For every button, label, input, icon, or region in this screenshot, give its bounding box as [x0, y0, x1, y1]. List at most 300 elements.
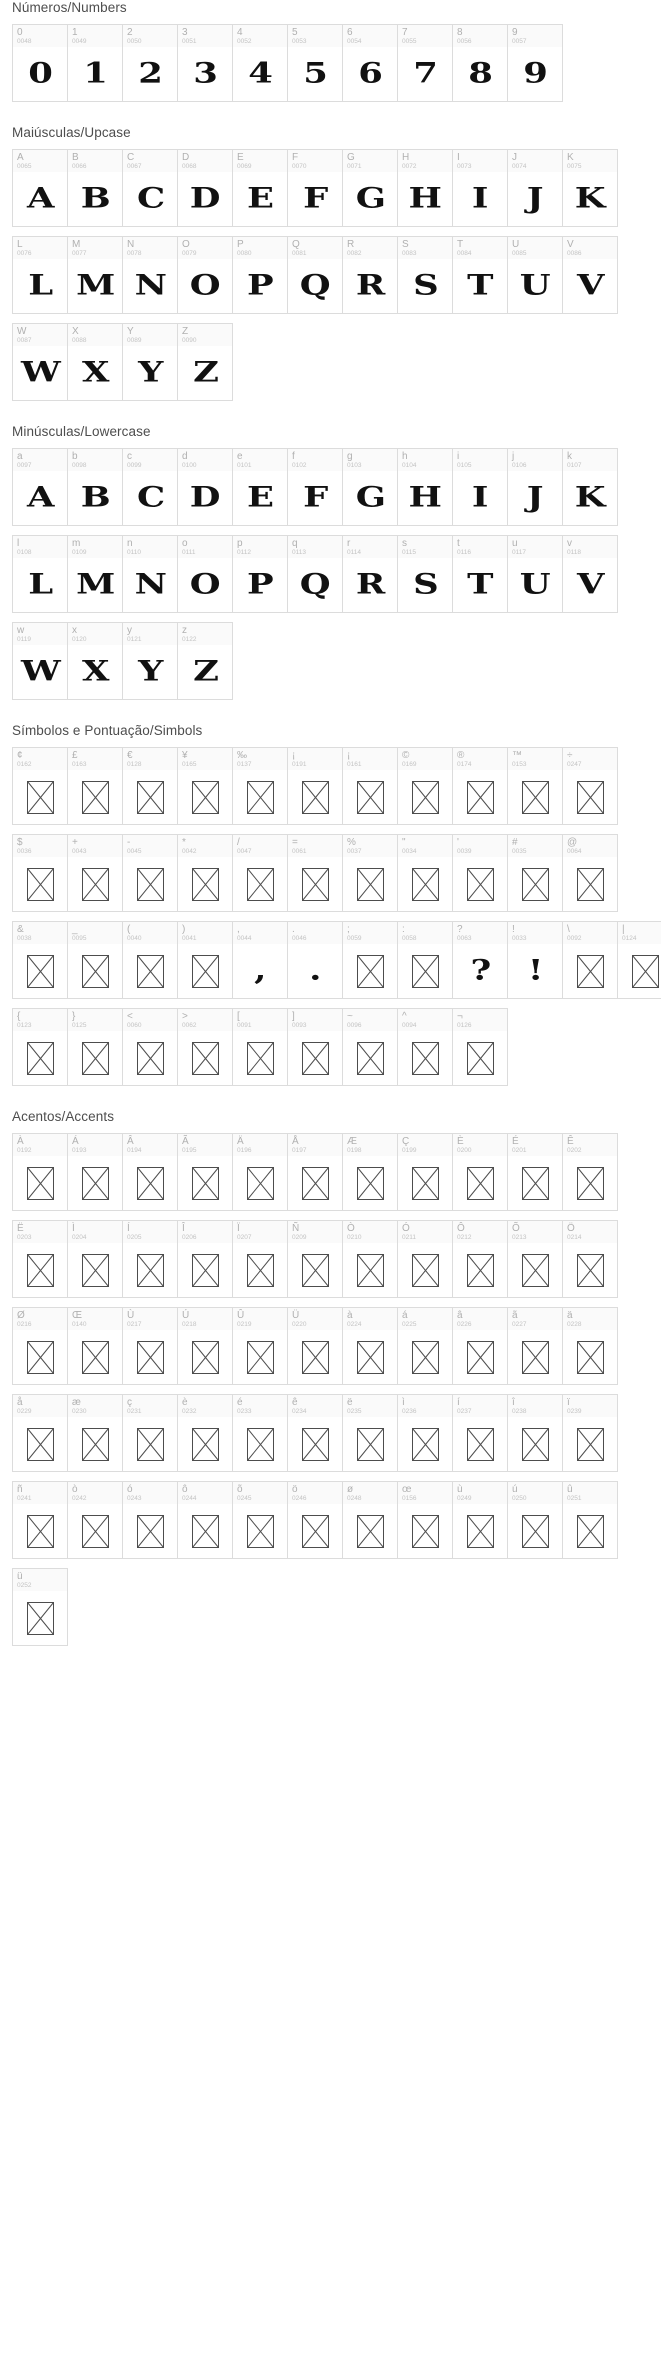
glyph-cell[interactable] — [177, 747, 233, 825]
missing-glyph-box — [467, 1515, 494, 1548]
glyph-cell[interactable] — [67, 921, 123, 999]
glyph-cell[interactable] — [342, 921, 398, 999]
glyph-preview — [233, 558, 287, 612]
glyph-render: F — [303, 182, 327, 215]
glyph-code-label: 0083 — [402, 250, 417, 257]
glyph-cell[interactable] — [12, 1307, 68, 1385]
missing-glyph-box — [192, 781, 219, 814]
glyph-meta — [398, 25, 452, 47]
glyph-cell[interactable] — [452, 747, 508, 825]
notdef-icon — [357, 1341, 384, 1374]
glyph-cell[interactable] — [287, 1481, 343, 1559]
glyph-char-label: $ — [17, 837, 23, 848]
glyph-code-label: 0096 — [347, 1022, 362, 1029]
glyph-cell[interactable] — [507, 747, 563, 825]
glyph-cell[interactable] — [122, 834, 178, 912]
glyph-preview — [453, 47, 507, 101]
glyph-cell[interactable] — [122, 448, 178, 526]
glyph-cell[interactable] — [177, 1307, 233, 1385]
missing-glyph-box — [192, 868, 219, 901]
glyph-cell[interactable] — [397, 535, 453, 613]
glyph-cell[interactable] — [342, 149, 398, 227]
notdef-icon — [522, 1254, 549, 1287]
notdef-icon — [357, 1167, 384, 1200]
glyph-cell[interactable] — [177, 834, 233, 912]
glyph-char-label: Å — [292, 1136, 299, 1147]
glyph-meta — [68, 324, 122, 346]
glyph-section — [0, 125, 661, 410]
glyph-char-label: Ñ — [292, 1223, 300, 1234]
glyph-cell[interactable] — [397, 747, 453, 825]
glyph-code-label: 0194 — [127, 1147, 142, 1154]
glyph-char-label: # — [512, 837, 518, 848]
glyph-cell[interactable] — [177, 622, 233, 700]
glyph-cell[interactable] — [287, 149, 343, 227]
glyph-code-label: 0106 — [512, 462, 527, 469]
glyph-cell[interactable] — [67, 1307, 123, 1385]
glyph-cell[interactable] — [562, 149, 618, 227]
glyph-char-label: S — [402, 239, 409, 250]
glyph-cell[interactable] — [507, 921, 563, 999]
notdef-icon — [192, 868, 219, 901]
glyph-cell[interactable] — [397, 1307, 453, 1385]
glyph-cell[interactable] — [287, 1220, 343, 1298]
glyph-cell[interactable] — [342, 747, 398, 825]
glyph-cell[interactable] — [232, 747, 288, 825]
glyph-cell[interactable] — [12, 448, 68, 526]
glyph-code-label: 0201 — [512, 1147, 527, 1154]
glyph-cell[interactable] — [67, 1394, 123, 1472]
glyph-code-label: 0228 — [567, 1321, 582, 1328]
glyph-cell[interactable] — [507, 236, 563, 314]
glyph-render: V — [576, 568, 604, 601]
glyph-cell[interactable] — [617, 921, 661, 999]
glyph-cell[interactable] — [67, 236, 123, 314]
glyph-code-label: 0137 — [237, 761, 252, 768]
glyph-cell[interactable] — [12, 1008, 68, 1086]
glyph-cell[interactable] — [452, 1008, 508, 1086]
glyph-render: X — [81, 655, 109, 688]
glyph-cell[interactable] — [232, 921, 288, 999]
glyph-cell[interactable] — [232, 149, 288, 227]
glyph-cell[interactable] — [342, 236, 398, 314]
glyph-cell[interactable] — [232, 1394, 288, 1472]
glyph-preview — [508, 471, 562, 525]
glyph-cell[interactable] — [452, 1307, 508, 1385]
glyph-char-label: Æ — [347, 1136, 357, 1147]
glyph-cell[interactable] — [12, 236, 68, 314]
missing-glyph-box — [247, 1042, 274, 1075]
glyph-code-label: 0224 — [347, 1321, 362, 1328]
glyph-cell[interactable] — [177, 1008, 233, 1086]
glyph-char-label: T — [457, 239, 464, 250]
glyph-char-label: M — [72, 239, 81, 250]
glyph-cell[interactable] — [12, 747, 68, 825]
glyph-code-label: 0099 — [127, 462, 142, 469]
glyph-meta — [453, 1009, 507, 1031]
glyph-cell[interactable] — [507, 1394, 563, 1472]
notdef-icon — [357, 955, 384, 988]
glyph-cell[interactable] — [452, 921, 508, 999]
notdef-icon — [467, 781, 494, 814]
glyph-cell[interactable] — [507, 834, 563, 912]
glyph-cell[interactable] — [122, 1394, 178, 1472]
glyph-meta — [288, 536, 342, 558]
notdef-icon — [137, 1254, 164, 1287]
glyph-cell[interactable] — [287, 1394, 343, 1472]
glyph-cell[interactable] — [562, 535, 618, 613]
glyph-cell[interactable] — [397, 834, 453, 912]
glyph-char-label: É — [512, 1136, 519, 1147]
glyph-meta — [13, 449, 67, 471]
notdef-icon — [522, 781, 549, 814]
glyph-cell[interactable] — [12, 1481, 68, 1559]
glyph-cell[interactable] — [67, 535, 123, 613]
glyph-cell[interactable] — [397, 1133, 453, 1211]
glyph-meta — [288, 922, 342, 944]
glyph-cell[interactable] — [67, 834, 123, 912]
glyph-cell[interactable] — [67, 1220, 123, 1298]
glyph-char-label: s — [402, 538, 407, 549]
glyph-char-label: Í — [127, 1223, 130, 1234]
glyph-cell[interactable] — [397, 149, 453, 227]
glyph-preview — [123, 1031, 177, 1085]
glyph-cell[interactable] — [232, 1008, 288, 1086]
glyph-cell[interactable] — [177, 1394, 233, 1472]
glyph-cell[interactable] — [452, 236, 508, 314]
glyph-cell[interactable] — [397, 24, 453, 102]
glyph-cell[interactable] — [507, 1481, 563, 1559]
glyph-cell[interactable] — [67, 622, 123, 700]
glyph-cell[interactable] — [342, 1307, 398, 1385]
glyph-row — [12, 236, 617, 314]
glyph-cell[interactable] — [177, 1481, 233, 1559]
glyph-cell[interactable] — [122, 24, 178, 102]
glyph-cell[interactable] — [177, 236, 233, 314]
glyph-code-label: 0243 — [127, 1495, 142, 1502]
glyph-cell[interactable] — [67, 1133, 123, 1211]
glyph-preview — [618, 944, 661, 998]
glyph-cell[interactable] — [177, 149, 233, 227]
glyph-cell[interactable] — [232, 1307, 288, 1385]
glyph-cell[interactable] — [397, 1008, 453, 1086]
glyph-cell[interactable] — [507, 535, 563, 613]
glyph-cell[interactable] — [122, 1307, 178, 1385]
glyph-cell[interactable] — [122, 535, 178, 613]
glyph-cell[interactable] — [12, 1568, 68, 1646]
glyph-cell[interactable] — [122, 149, 178, 227]
glyph-code-label: 0123 — [17, 1022, 32, 1029]
glyph-char-label: Â — [127, 1136, 134, 1147]
glyph-render: 6 — [358, 57, 382, 90]
glyph-cell[interactable] — [232, 1481, 288, 1559]
glyph-preview — [178, 471, 232, 525]
glyph-char-label: œ — [402, 1484, 412, 1495]
glyph-meta — [68, 150, 122, 172]
glyph-cell[interactable] — [507, 448, 563, 526]
glyph-char-label: Ç — [402, 1136, 410, 1147]
glyph-cell[interactable] — [67, 448, 123, 526]
glyph-code-label: 0047 — [237, 848, 252, 855]
glyph-cell[interactable] — [287, 747, 343, 825]
glyph-code-label: 0088 — [72, 337, 87, 344]
glyph-cell[interactable] — [67, 24, 123, 102]
glyph-cell[interactable] — [342, 1394, 398, 1472]
glyph-code-label: 0236 — [402, 1408, 417, 1415]
glyph-cell[interactable] — [562, 448, 618, 526]
glyph-preview — [453, 1243, 507, 1297]
glyph-cell[interactable] — [67, 149, 123, 227]
glyph-cell[interactable] — [67, 323, 123, 401]
glyph-cell[interactable] — [287, 1133, 343, 1211]
glyph-cell[interactable] — [12, 1220, 68, 1298]
glyph-cell[interactable] — [452, 149, 508, 227]
glyph-cell[interactable] — [232, 1133, 288, 1211]
glyph-code-label: 0043 — [72, 848, 87, 855]
glyph-cell[interactable] — [232, 448, 288, 526]
glyph-render: 3 — [193, 57, 217, 90]
glyph-cell[interactable] — [562, 1307, 618, 1385]
glyph-cell[interactable] — [397, 448, 453, 526]
glyph-meta — [13, 1482, 67, 1504]
glyph-char-label: t — [457, 538, 460, 549]
glyph-render: Y — [137, 356, 163, 389]
glyph-char-label: ¬ — [457, 1011, 463, 1022]
glyph-meta — [233, 748, 287, 770]
glyph-code-label: 0121 — [127, 636, 142, 643]
glyph-cell[interactable] — [177, 448, 233, 526]
glyph-code-label: 0038 — [17, 935, 32, 942]
glyph-cell[interactable] — [177, 1220, 233, 1298]
glyph-cell[interactable] — [452, 1220, 508, 1298]
glyph-cell[interactable] — [12, 622, 68, 700]
glyph-cell[interactable] — [507, 24, 563, 102]
glyph-preview — [453, 1417, 507, 1471]
glyph-code-label: 0108 — [17, 549, 32, 556]
glyph-cell[interactable] — [232, 834, 288, 912]
glyph-meta — [123, 1395, 177, 1417]
glyph-cell[interactable] — [12, 1394, 68, 1472]
glyph-cell[interactable] — [232, 1220, 288, 1298]
glyph-cell[interactable] — [122, 323, 178, 401]
glyph-char-label: Y — [127, 326, 134, 337]
missing-glyph-box — [82, 1341, 109, 1374]
glyph-render: K — [575, 182, 605, 215]
glyph-meta — [453, 1221, 507, 1243]
glyph-cell[interactable] — [287, 1307, 343, 1385]
glyph-code-label: 0214 — [567, 1234, 582, 1241]
glyph-code-label: 0075 — [567, 163, 582, 170]
glyph-char-label: ¡ — [347, 750, 351, 761]
glyph-preview — [123, 172, 177, 226]
glyph-preview — [288, 944, 342, 998]
glyph-cell[interactable] — [342, 1481, 398, 1559]
glyph-preview — [288, 1243, 342, 1297]
glyph-cell[interactable] — [122, 1220, 178, 1298]
glyph-meta — [288, 25, 342, 47]
glyph-render: L — [28, 269, 52, 302]
glyph-cell[interactable] — [562, 1220, 618, 1298]
notdef-icon — [247, 1428, 274, 1461]
glyph-char-label: j — [512, 451, 515, 462]
glyph-cell[interactable] — [287, 236, 343, 314]
glyph-cell[interactable] — [122, 1481, 178, 1559]
glyph-cell[interactable] — [397, 921, 453, 999]
glyph-cell[interactable] — [287, 921, 343, 999]
glyph-cell[interactable] — [452, 448, 508, 526]
glyph-cell[interactable] — [67, 1008, 123, 1086]
glyph-cell[interactable] — [452, 1133, 508, 1211]
notdef-icon — [522, 1515, 549, 1548]
missing-glyph-box — [137, 868, 164, 901]
glyph-char-label: ë — [347, 1397, 353, 1408]
missing-glyph-box — [467, 1254, 494, 1287]
glyph-cell[interactable] — [342, 535, 398, 613]
glyph-cell[interactable] — [12, 24, 68, 102]
glyph-render: O — [190, 269, 220, 302]
glyph-preview — [563, 558, 617, 612]
glyph-cell[interactable] — [562, 236, 618, 314]
missing-glyph-box — [357, 868, 384, 901]
glyph-cell[interactable] — [122, 921, 178, 999]
glyph-meta — [68, 25, 122, 47]
missing-glyph-box — [247, 1254, 274, 1287]
glyph-cell[interactable] — [452, 24, 508, 102]
glyph-cell[interactable] — [562, 1481, 618, 1559]
glyph-char-label: X — [72, 326, 79, 337]
notdef-icon — [137, 1341, 164, 1374]
glyph-cell[interactable] — [177, 323, 233, 401]
glyph-cell[interactable] — [452, 834, 508, 912]
glyph-cell[interactable] — [12, 535, 68, 613]
glyph-cell[interactable] — [452, 535, 508, 613]
glyph-cell[interactable] — [232, 24, 288, 102]
glyph-meta — [233, 536, 287, 558]
glyph-cell[interactable] — [507, 1307, 563, 1385]
glyph-render: Q — [300, 269, 330, 302]
glyph-cell[interactable] — [507, 1220, 563, 1298]
glyph-grid — [12, 1133, 639, 1655]
missing-glyph-box — [522, 1167, 549, 1200]
glyph-cell[interactable] — [452, 1481, 508, 1559]
glyph-cell[interactable] — [342, 448, 398, 526]
glyph-cell[interactable] — [342, 1008, 398, 1086]
glyph-cell[interactable] — [452, 1394, 508, 1472]
glyph-cell[interactable] — [12, 921, 68, 999]
notdef-icon — [357, 781, 384, 814]
glyph-preview — [123, 1417, 177, 1471]
glyph-cell[interactable] — [122, 236, 178, 314]
glyph-cell[interactable] — [67, 1481, 123, 1559]
glyph-cell[interactable] — [67, 747, 123, 825]
glyph-render: M — [75, 269, 115, 302]
glyph-cell[interactable] — [287, 24, 343, 102]
glyph-cell[interactable] — [342, 834, 398, 912]
glyph-meta — [123, 150, 177, 172]
glyph-preview — [178, 944, 232, 998]
notdef-icon — [467, 1515, 494, 1548]
glyph-cell[interactable] — [342, 24, 398, 102]
glyph-code-label: 0239 — [567, 1408, 582, 1415]
glyph-code-label: 0041 — [182, 935, 197, 942]
glyph-cell[interactable] — [12, 149, 68, 227]
missing-glyph-box — [467, 1428, 494, 1461]
glyph-cell[interactable] — [287, 834, 343, 912]
glyph-meta — [288, 237, 342, 259]
glyph-cell[interactable] — [177, 24, 233, 102]
missing-glyph-box — [357, 1254, 384, 1287]
glyph-cell[interactable] — [397, 1220, 453, 1298]
glyph-cell[interactable] — [177, 921, 233, 999]
glyph-cell[interactable] — [177, 535, 233, 613]
glyph-char-label: Ì — [72, 1223, 75, 1234]
glyph-cell[interactable] — [287, 535, 343, 613]
notdef-icon — [192, 1042, 219, 1075]
glyph-cell[interactable] — [507, 1133, 563, 1211]
glyph-cell[interactable] — [12, 1133, 68, 1211]
glyph-cell[interactable] — [122, 1133, 178, 1211]
glyph-meta — [508, 25, 562, 47]
glyph-preview — [233, 1156, 287, 1210]
notdef-icon — [247, 1254, 274, 1287]
glyph-cell[interactable] — [232, 535, 288, 613]
glyph-render: W — [20, 655, 60, 688]
notdef-icon — [412, 868, 439, 901]
glyph-code-label: 0203 — [17, 1234, 32, 1241]
glyph-cell[interactable] — [397, 1481, 453, 1559]
notdef-icon — [577, 1254, 604, 1287]
glyph-cell[interactable] — [122, 622, 178, 700]
glyph-preview — [233, 259, 287, 313]
glyph-preview — [453, 770, 507, 824]
glyph-cell[interactable] — [232, 236, 288, 314]
glyph-code-label: 0067 — [127, 163, 142, 170]
glyph-cell[interactable] — [122, 747, 178, 825]
glyph-cell[interactable] — [287, 1008, 343, 1086]
glyph-meta — [68, 623, 122, 645]
notdef-icon — [577, 1341, 604, 1374]
glyph-cell[interactable] — [507, 149, 563, 227]
glyph-meta — [563, 835, 617, 857]
glyph-char-label: € — [127, 750, 133, 761]
glyph-cell[interactable] — [397, 1394, 453, 1472]
glyph-cell[interactable] — [562, 1394, 618, 1472]
notdef-icon — [247, 1515, 274, 1548]
glyph-cell[interactable] — [122, 1008, 178, 1086]
glyph-code-label: 0212 — [457, 1234, 472, 1241]
glyph-cell[interactable] — [342, 1220, 398, 1298]
glyph-preview — [343, 770, 397, 824]
notdef-icon — [412, 1254, 439, 1287]
glyph-char-label: ; — [347, 924, 350, 935]
glyph-cell[interactable] — [562, 834, 618, 912]
glyph-cell[interactable] — [562, 1133, 618, 1211]
glyph-meta — [13, 324, 67, 346]
glyph-cell[interactable] — [12, 323, 68, 401]
glyph-preview — [68, 558, 122, 612]
glyph-cell[interactable] — [12, 834, 68, 912]
glyph-cell[interactable] — [562, 921, 618, 999]
glyph-char-label: g — [347, 451, 353, 462]
glyph-cell[interactable] — [177, 1133, 233, 1211]
glyph-cell[interactable] — [342, 1133, 398, 1211]
glyph-char-label: ú — [512, 1484, 518, 1495]
glyph-cell[interactable] — [397, 236, 453, 314]
glyph-render: E — [247, 182, 273, 215]
glyph-preview — [68, 857, 122, 911]
glyph-cell[interactable] — [287, 448, 343, 526]
glyph-cell[interactable] — [562, 747, 618, 825]
